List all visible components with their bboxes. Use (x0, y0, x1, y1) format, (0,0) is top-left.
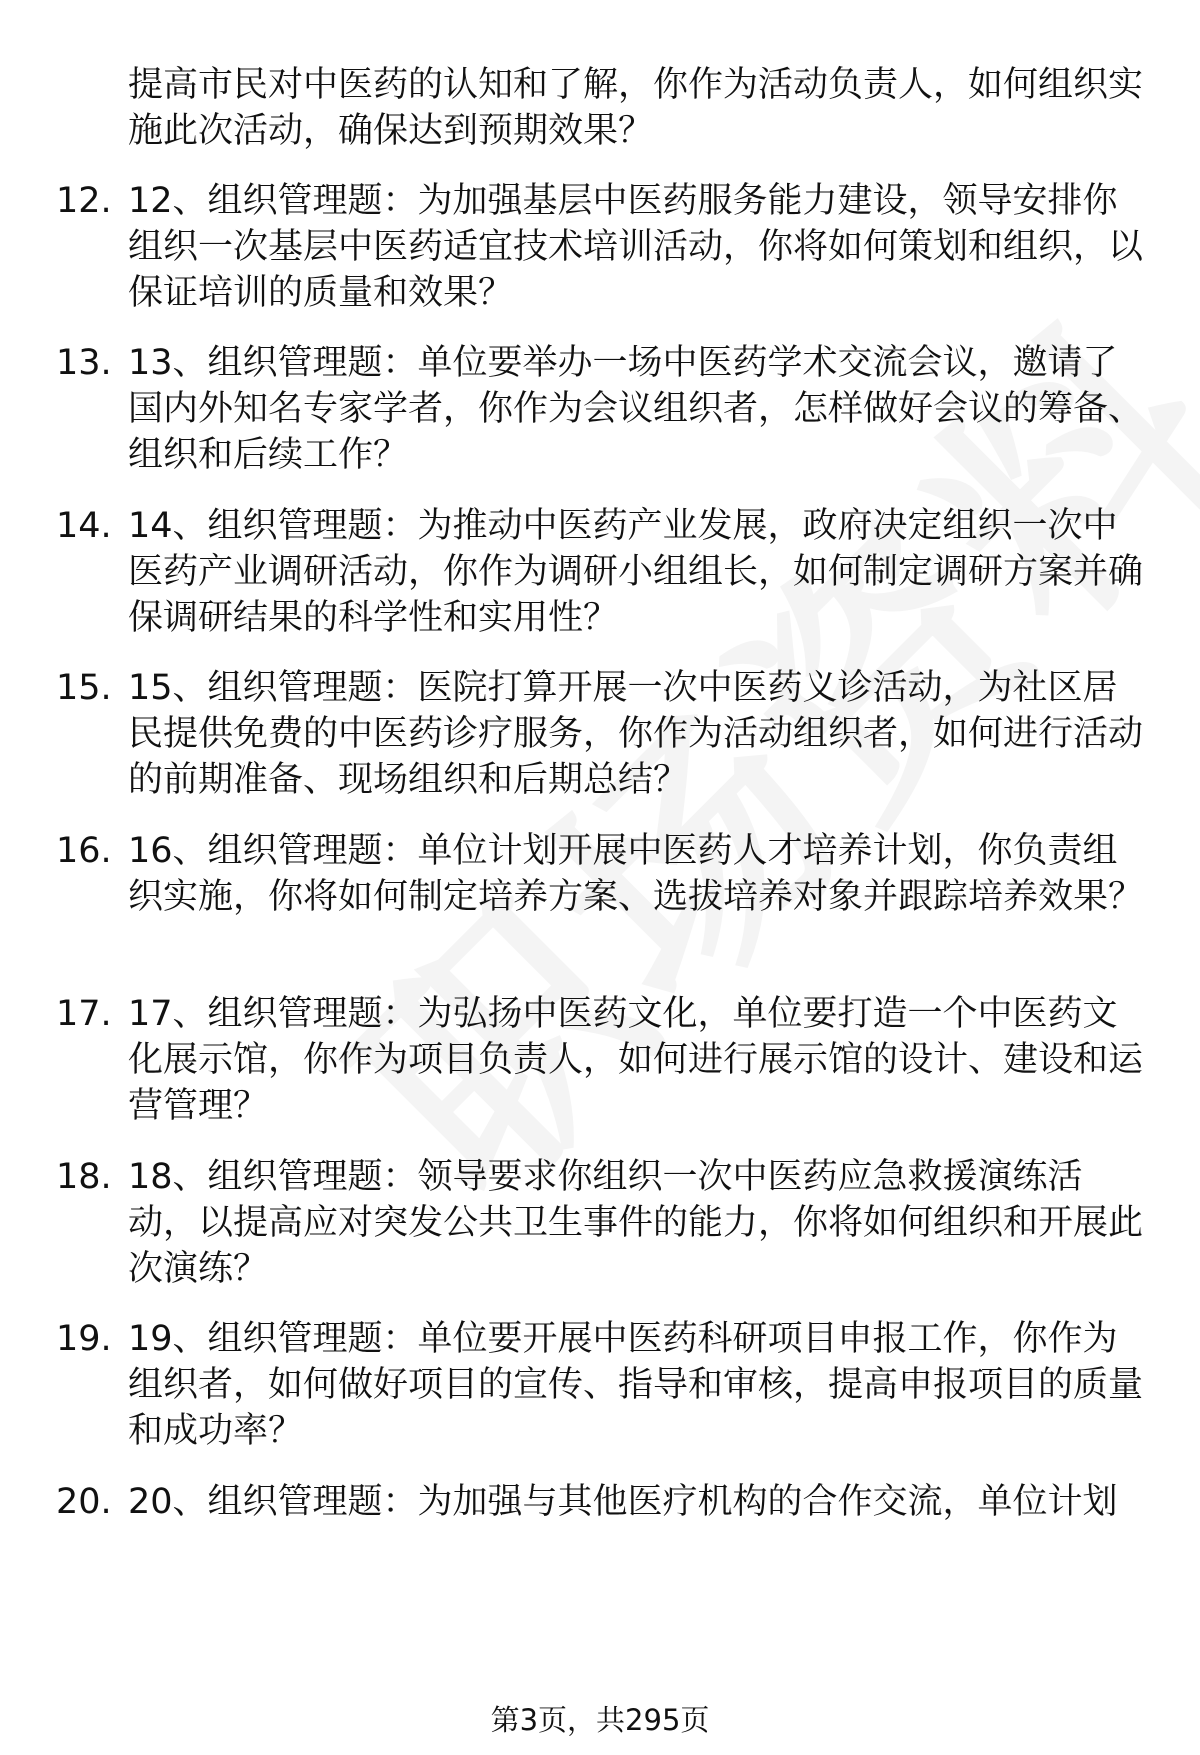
list-item-number: 15. (56, 668, 112, 708)
list-item-number: 12. (56, 181, 112, 221)
list-item-number: 14. (56, 506, 112, 546)
list-item-text: 14、组织管理题：为推动中医药产业发展，政府决定组织一次中医药产业调研活动，你作为调研小组组长，如何制定调研方案并确保调研结果的科学性和实用性？ (128, 506, 1144, 638)
list-item-text: 15、组织管理题：医院打算开展一次中医药义诊活动，为社区居民提供免费的中医药诊疗服务，你作为活动组织者，如何进行活动的前期准备、现场组织和后期总结？ (128, 668, 1144, 800)
list-item-text: 19、组织管理题：单位要开展中医药科研项目申报工作，你作为组织者，如何做好项目的宣传、指导和审核，提高申报项目的质量和成功率？ (128, 1319, 1144, 1451)
list-item-text: 12、组织管理题：为加强基层中医药服务能力建设，领导安排你组织一次基层中医药适宜技术培训活动，你将如何策划和组织，以保证培训的质量和效果？ (128, 181, 1144, 313)
list-item-text: 17、组织管理题：为弘扬中医药文化，单位要打造一个中医药文化展示馆，你作为项目负责人，如何进行展示馆的设计、建设和运营管理？ (128, 994, 1144, 1126)
list-item-text: 16、组织管理题：单位计划开展中医药人才培养计划，你负责组织实施，你将如何制定培养方案、选拔培养对象并跟踪培养效果？ (128, 831, 1144, 917)
list-item-number: 18. (56, 1157, 112, 1197)
list-item-number: 20. (56, 1482, 112, 1522)
list-item-number: 16. (56, 831, 112, 871)
continuation-text: 提高市民对中医药的认知和了解，你作为活动负责人，如何组织实施此次活动，确保达到预期效果？ (128, 65, 1144, 151)
list-item-number: 13. (56, 343, 112, 383)
list-item-number: 19. (56, 1319, 112, 1359)
list-item-text: 18、组织管理题：领导要求你组织一次中医药应急救援演练活动，以提高应对突发公共卫生事件的能力，你将如何组织和开展此次演练？ (128, 1157, 1144, 1289)
page-number: 第3页，共295页 (490, 1703, 710, 1737)
list-item-number: 17. (56, 994, 112, 1034)
list-item-text: 13、组织管理题：单位要举办一场中医药学术交流会议，邀请了国内外知名专家学者，你作为会议组织者，怎样做好会议的筹备、组织和后续工作？ (128, 343, 1144, 475)
list-item-text: 20、组织管理题：为加强与其他医疗机构的合作交流，单位计划 (128, 1482, 1118, 1522)
